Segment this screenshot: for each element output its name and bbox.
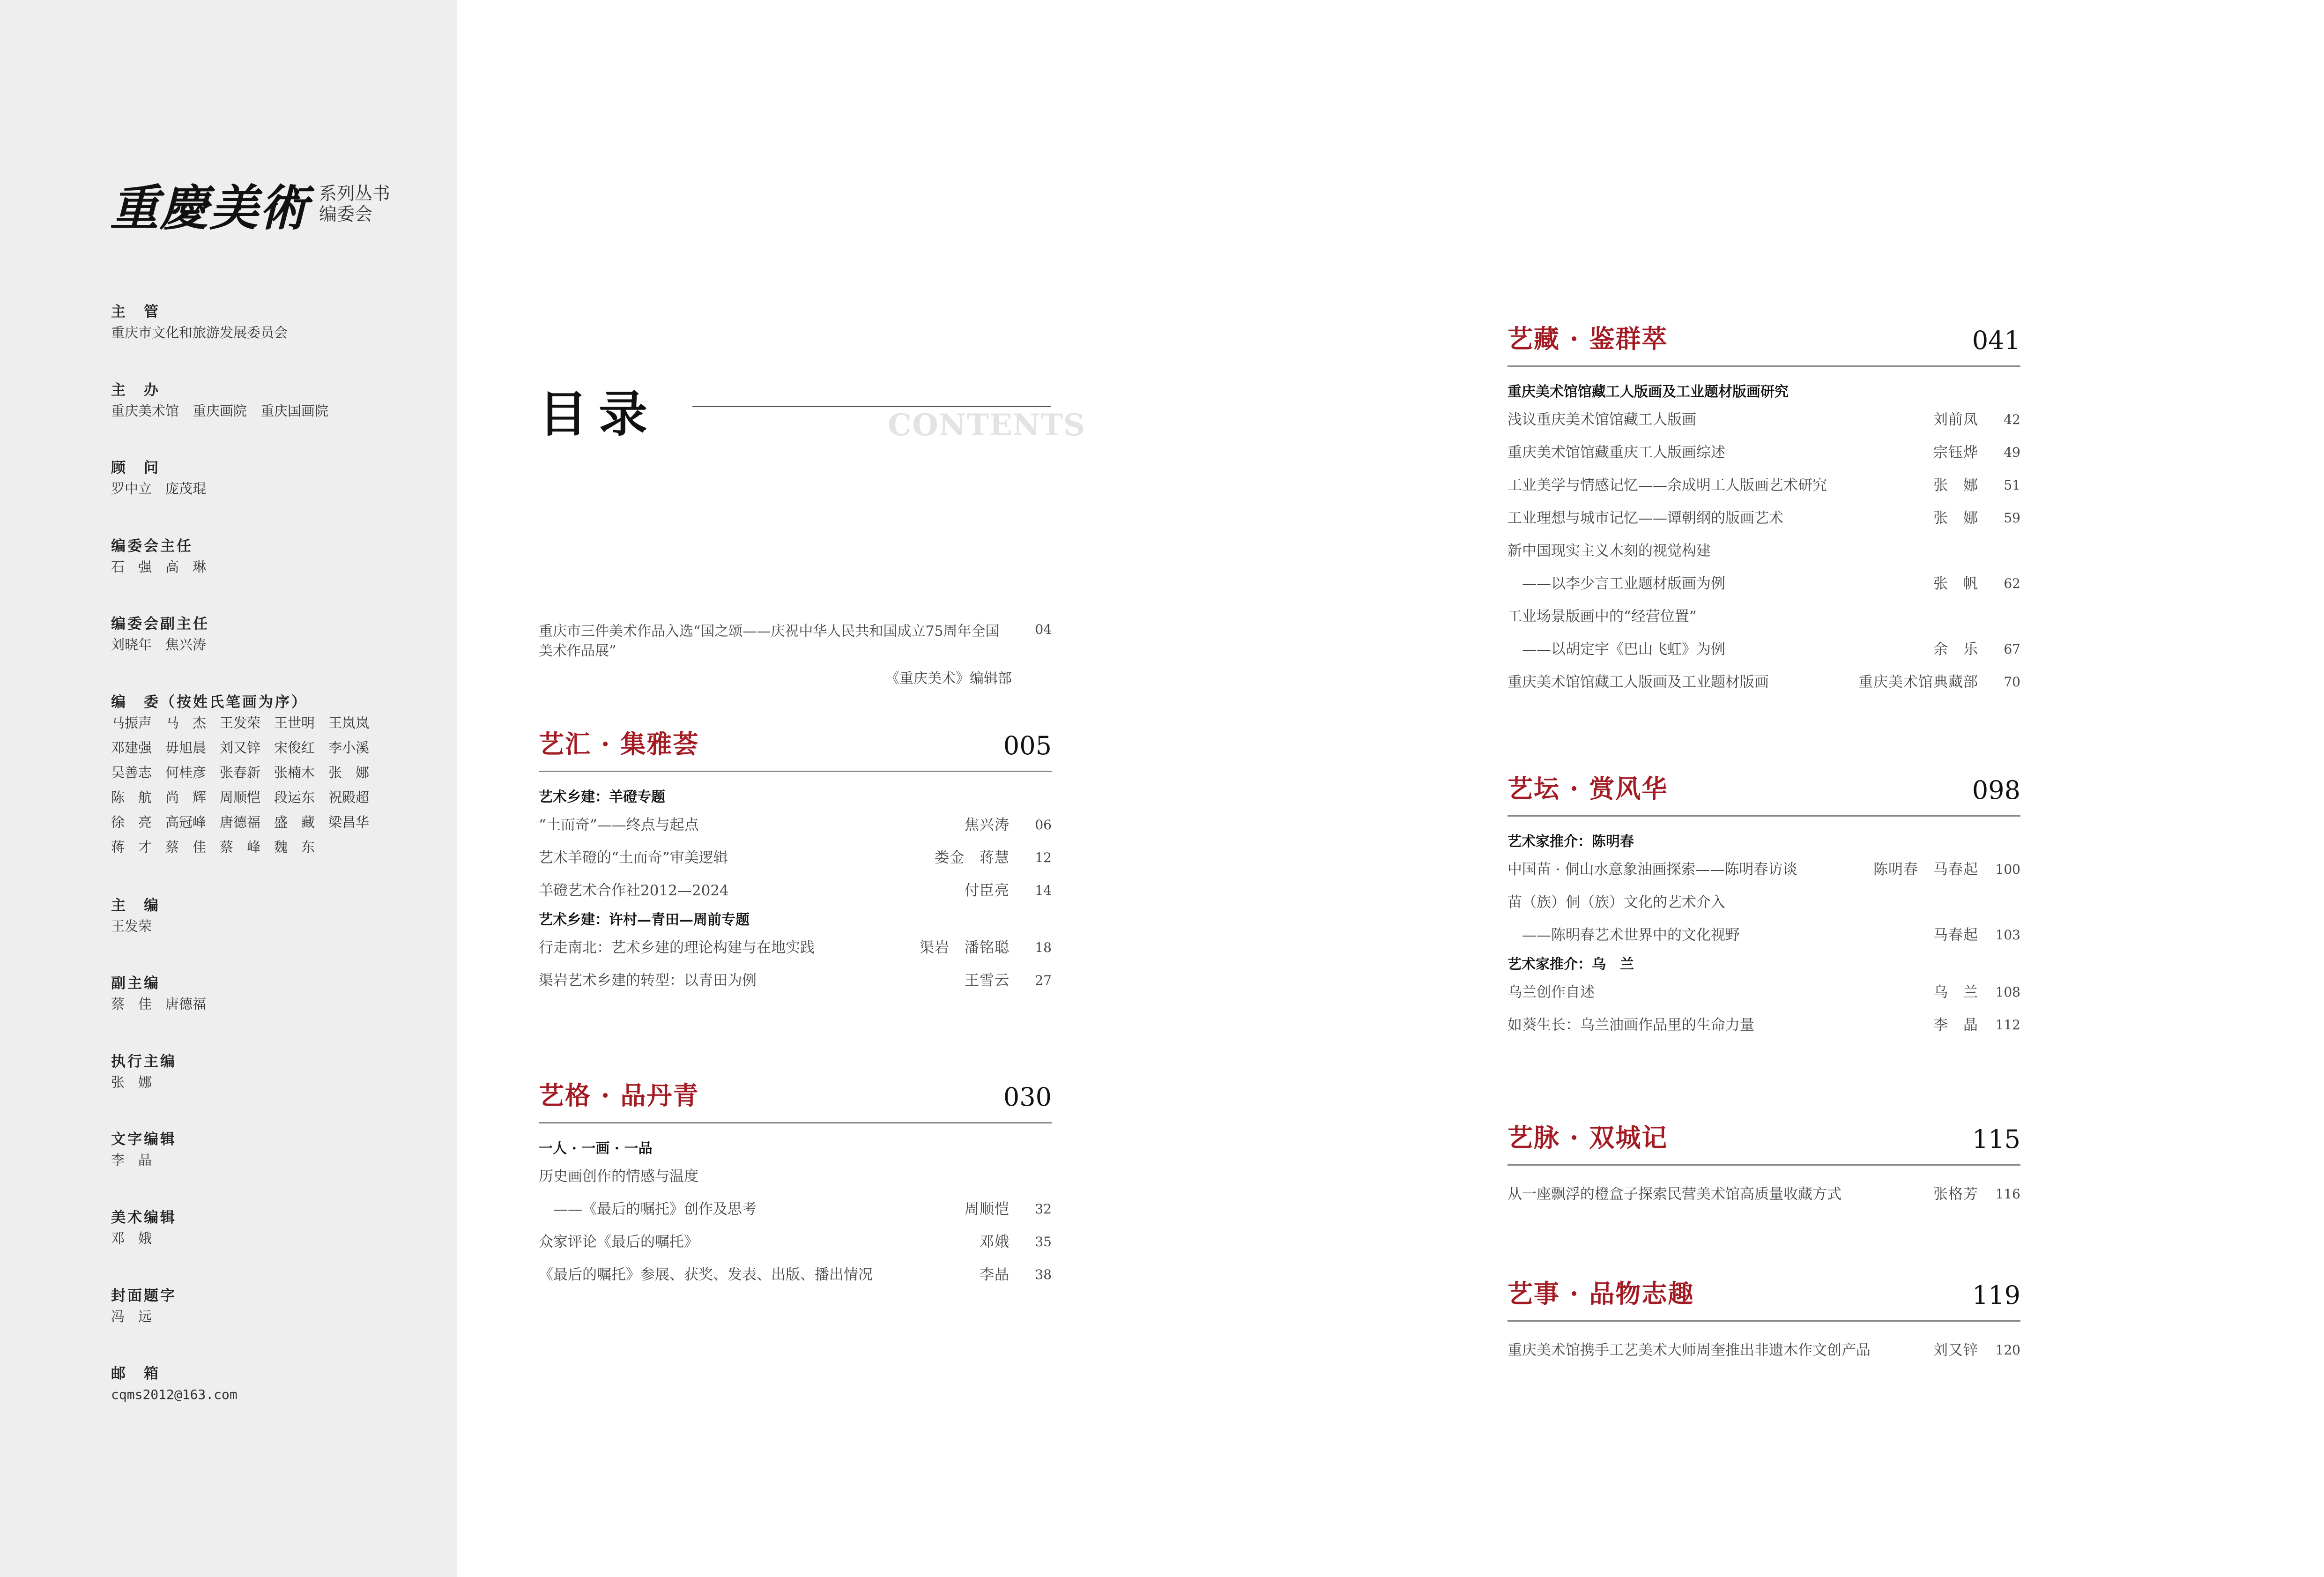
section-yimai [1507, 1117, 2020, 1211]
board-group-title: 封面题字 [111, 1287, 177, 1304]
entry-page-number: 38 [1035, 1267, 1052, 1282]
logo-subtitle [319, 183, 390, 224]
entry-page-number: 103 [1995, 927, 2020, 943]
board-group [111, 1361, 238, 1407]
entry-author: 重庆美术馆典藏部 [1858, 674, 1978, 691]
entry-author: 张 娜 [1933, 477, 1978, 494]
entry-author: 宗钰烨 [1933, 444, 1978, 461]
subsection-heading: 艺术乡建：许村—青田—周前专题 [539, 912, 750, 928]
entry-title: 工业美学与情感记忆——余成明工人版画艺术研究 [1507, 477, 1827, 494]
section-title: 艺藏 · 鉴群萃 [1507, 324, 1668, 354]
toc-entry[interactable] [539, 1258, 1052, 1291]
entry-page-number: 12 [1035, 850, 1052, 865]
board-group [111, 456, 206, 501]
board-group [111, 300, 288, 345]
entry-title: 工业场景版画中的“经营位置” [1507, 608, 1697, 625]
toc-entry[interactable] [539, 964, 1052, 997]
entry-author: 余 乐 [1933, 641, 1978, 658]
entry-author: 李晶 [980, 1266, 1010, 1283]
logo-subtitle-line1: 系列丛书 [319, 183, 391, 204]
section-yihui [539, 724, 1052, 997]
board-member-line: 李 晶 [111, 1152, 152, 1168]
section-page-number: 005 [1003, 731, 1052, 760]
toc-entry[interactable] [1507, 1178, 2020, 1211]
board-group [111, 378, 328, 424]
entry-page-number: 116 [1995, 1186, 2020, 1202]
board-member-line: 冯 远 [111, 1309, 152, 1324]
section-title: 艺汇 · 集雅荟 [539, 729, 699, 759]
toc-entry[interactable] [1507, 1334, 2020, 1367]
section-header [1507, 1117, 2020, 1166]
entry-title: 乌兰创作自述 [1507, 984, 1595, 1001]
feature-entry[interactable] [539, 622, 1052, 687]
entry-author: 王雪云 [965, 972, 1010, 989]
board-group [111, 1284, 177, 1329]
entry-author: 乌 兰 [1933, 984, 1978, 1001]
board-member-line: 吴善志 何桂彦 张春新 张楠木 张 娜 [111, 765, 370, 781]
entry-author: 张 帆 [1933, 575, 1978, 592]
entry-page-number: 108 [1995, 984, 2020, 1000]
board-group-title: 邮 箱 [111, 1365, 160, 1382]
board-group-title: 主 管 [111, 304, 160, 320]
section-yishi [1507, 1273, 2020, 1367]
toc-entry[interactable] [539, 1193, 1052, 1226]
entry-title: 艺术羊磴的“土而奇”审美逻辑 [539, 849, 728, 866]
board-member-line: 重庆美术馆 重庆画院 重庆国画院 [111, 403, 329, 419]
entry-title: 重庆美术馆馆藏工人版画及工业题材版画 [1507, 674, 1769, 691]
section-entries [539, 772, 1052, 997]
entry-page-number: 18 [1035, 940, 1052, 955]
board-group-title: 美术编辑 [111, 1209, 177, 1226]
entry-author: 陈明春 马春起 [1873, 861, 1978, 878]
board-group-title: 文字编辑 [111, 1131, 177, 1148]
entry-page-number: 32 [1035, 1201, 1052, 1217]
toc-entry[interactable] [1507, 436, 2020, 469]
email-link[interactable]: cqms2012@163.com [111, 1387, 238, 1402]
board-group-title: 主 编 [111, 897, 160, 914]
toc-entry[interactable] [1507, 633, 2020, 666]
entry-author: 张 娜 [1933, 510, 1978, 527]
toc-entry[interactable] [1507, 666, 2020, 699]
toc-entry[interactable] [539, 841, 1052, 874]
entry-title: 苗（族）侗（族）文化的艺术介入 [1507, 894, 1725, 911]
section-header [539, 724, 1052, 772]
entry-page-number: 67 [2004, 641, 2020, 657]
board-member-line: 石 强 高 琳 [111, 559, 207, 575]
publication-logo [110, 169, 390, 239]
toc-entry[interactable] [1507, 600, 2020, 633]
board-group [111, 1205, 177, 1251]
section-yige [539, 1075, 1052, 1291]
section-page-number: 119 [1972, 1280, 2020, 1310]
feature-title: 重庆市三件美术作品入选“国之颂——庆祝中华人民共和国成立75周年全国美术作品展” [539, 623, 1000, 659]
section-page-number: 098 [1972, 775, 2020, 805]
entry-title: 中国苗 · 侗山水意象油画探索——陈明春访谈 [1507, 861, 1797, 878]
entry-title: 渠岩艺术乡建的转型：以青田为例 [539, 972, 757, 989]
board-member-line: 邓建强 毋旭晨 刘又锌 宋俊红 李小溪 [111, 740, 370, 756]
entry-author: 周顺恺 [965, 1201, 1010, 1218]
entry-title: 《最后的嘱托》参展、获奖、发表、出版、播出情况 [539, 1266, 873, 1283]
board-member-line: 蒋 才 蔡 佳 蔡 峰 魏 东 [111, 839, 315, 855]
board-member-line: 王发荣 [111, 918, 152, 934]
toc-title: 目录 [539, 385, 659, 443]
toc-entry[interactable] [1507, 853, 2020, 886]
board-group-title: 执行主编 [111, 1053, 177, 1070]
entry-page-number: 70 [2004, 674, 2020, 690]
board-group-title: 编委会副主任 [111, 616, 209, 632]
section-header [539, 1075, 1052, 1123]
board-member-line: 罗中立 庞茂琨 [111, 481, 207, 497]
board-group-title: 副主编 [111, 975, 160, 992]
entry-author: 付臣亮 [965, 882, 1010, 899]
section-title: 艺脉 · 双城记 [1507, 1123, 1668, 1153]
entry-page-number: 59 [2004, 510, 2020, 526]
board-group-title: 编委会主任 [111, 538, 193, 555]
feature-page-number: 04 [1035, 622, 1052, 637]
toc-contents-label: CONTENTS [888, 408, 1085, 443]
toc-entry[interactable] [1507, 976, 2020, 1009]
entry-author: 张格芳 [1933, 1186, 1978, 1203]
feature-author: 《重庆美术》编辑部 [885, 670, 1012, 687]
entry-author: 刘前凤 [1933, 411, 1978, 428]
entry-page-number: 06 [1035, 817, 1052, 833]
toc-entry[interactable] [1507, 567, 2020, 600]
entry-page-number: 49 [2004, 445, 2020, 460]
board-group [111, 612, 209, 657]
toc-entry[interactable] [1507, 535, 2020, 567]
entry-page-number: 35 [1035, 1234, 1052, 1250]
entry-title: 历史画创作的情感与温度 [539, 1168, 698, 1185]
entry-title: 新中国现实主义木刻的视觉构建 [1507, 543, 1711, 559]
section-header [1507, 768, 2020, 817]
section-entries [1507, 367, 2020, 699]
entry-author: 马春起 [1933, 927, 1978, 944]
entry-title: “土而奇”——终点与起点 [539, 817, 699, 833]
section-header [1507, 319, 2020, 367]
toc-entry[interactable] [1507, 919, 2020, 952]
logo-calligraphy: 重慶美術 [110, 179, 309, 237]
section-page-number: 030 [1003, 1082, 1052, 1112]
entry-title: 如葵生长：乌兰油画作品里的生命力量 [1507, 1017, 1754, 1034]
section-entries [1507, 817, 2020, 1041]
toc-entry[interactable] [1507, 469, 2020, 502]
subsection-heading: 艺术家推介：乌 兰 [1507, 956, 1634, 973]
toc-entry[interactable] [539, 809, 1052, 841]
entry-author: 娄金 蒋慧 [935, 849, 1010, 866]
section-entries [1507, 1166, 2020, 1211]
toc-entry[interactable] [1507, 1009, 2020, 1041]
entry-title: 重庆美术馆携手工艺美术大师周奎推出非遗木作文创产品 [1507, 1342, 1871, 1359]
entry-title: 众家评论《最后的嘱托》 [539, 1234, 698, 1250]
entry-page-number: 112 [1995, 1017, 2020, 1033]
entry-title: 浅议重庆美术馆馆藏工人版画 [1507, 411, 1696, 428]
board-group-title: 编 委（按姓氏笔画为序） [111, 694, 308, 711]
entry-page-number: 100 [1995, 862, 2020, 877]
entry-title: 从一座飘浮的橙盒子探索民营美术馆高质量收藏方式 [1507, 1186, 1841, 1203]
subsection-heading: 艺术乡建：羊磴专题 [539, 789, 665, 805]
board-member-line: 重庆市文化和旅游发展委员会 [111, 325, 288, 341]
board-group [111, 893, 160, 939]
board-group [111, 971, 206, 1017]
toc-entry[interactable] [539, 1160, 1052, 1193]
subsection-heading: 重庆美术馆馆藏工人版画及工业题材版画研究 [1507, 384, 1789, 400]
entry-title: 重庆美术馆馆藏重庆工人版画综述 [1507, 444, 1725, 461]
board-group [111, 1049, 177, 1095]
entry-page-number: 42 [2004, 412, 2020, 427]
board-member-line: 陈 航 尚 辉 周顺恺 段运东 祝殿超 [111, 789, 370, 805]
entry-page-number: 120 [1995, 1342, 2020, 1358]
entry-title: 行走南北：艺术乡建的理论构建与在地实践 [539, 939, 815, 956]
board-member-line: 刘晓年 焦兴涛 [111, 637, 207, 653]
board-member-line: 蔡 佳 唐德福 [111, 996, 207, 1012]
toc-title-rule [692, 406, 1051, 407]
board-group-title: 主 办 [111, 382, 160, 399]
board-group [111, 1127, 177, 1173]
board-member-line: 马振声 马 杰 王发荣 王世明 王岚岚 [111, 715, 370, 731]
board-group [111, 690, 369, 860]
section-yitan [1507, 768, 2020, 1041]
toc-entry[interactable] [539, 931, 1052, 964]
entry-page-number: 62 [2004, 576, 2020, 591]
section-entries [539, 1123, 1052, 1291]
toc-entry[interactable] [539, 1226, 1052, 1258]
subsection-heading: 艺术家推介：陈明春 [1507, 833, 1634, 850]
toc-entry[interactable] [1507, 403, 2020, 436]
section-header [1507, 1273, 2020, 1322]
entry-title: ——陈明春艺术世界中的文化视野 [1507, 927, 1740, 944]
entry-author: 渠岩 潘铭聪 [920, 939, 1010, 956]
board-member-line: 邓 娥 [111, 1230, 152, 1246]
subsection-heading: 一人 · 一画 · 一品 [539, 1140, 653, 1157]
entry-title: 羊磴艺术合作社2012—2024 [539, 882, 729, 899]
entry-title: ——以胡定宇《巴山飞虹》为例 [1507, 641, 1725, 658]
board-member-line: 张 娜 [111, 1074, 152, 1090]
entry-author: 焦兴涛 [965, 817, 1010, 833]
entry-page-number: 27 [1035, 973, 1052, 988]
board-member-line: 徐 亮 高冠峰 唐德福 盛 藏 梁昌华 [111, 814, 370, 830]
toc-entry[interactable] [539, 874, 1052, 907]
entry-author: 邓娥 [980, 1234, 1010, 1250]
section-title: 艺格 · 品丹青 [539, 1080, 699, 1110]
entry-page-number: 51 [2004, 477, 2020, 493]
editorial-board-sidebar [0, 0, 457, 1577]
entry-title: ——《最后的嘱托》创作及思考 [539, 1201, 757, 1218]
entry-title: ——以李少言工业题材版画为例 [1507, 575, 1725, 592]
board-group [111, 534, 206, 580]
section-page-number: 115 [1972, 1124, 2020, 1154]
section-entries [1507, 1322, 2020, 1367]
toc-entry[interactable] [1507, 886, 2020, 919]
section-title: 艺坛 · 赏风华 [1507, 774, 1668, 803]
entry-title: 工业理想与城市记忆——谭朝纲的版画艺术 [1507, 510, 1783, 527]
entry-author: 李 晶 [1933, 1017, 1978, 1034]
board-group-title: 顾 问 [111, 460, 160, 476]
section-title: 艺事 · 品物志趣 [1507, 1279, 1694, 1309]
section-yicang [1507, 319, 2020, 699]
toc-entry[interactable] [1507, 502, 2020, 535]
entry-page-number: 14 [1035, 883, 1052, 898]
section-page-number: 041 [1972, 326, 2020, 355]
entry-author: 刘又锌 [1933, 1342, 1978, 1359]
logo-subtitle-line2: 编委会 [319, 204, 373, 224]
